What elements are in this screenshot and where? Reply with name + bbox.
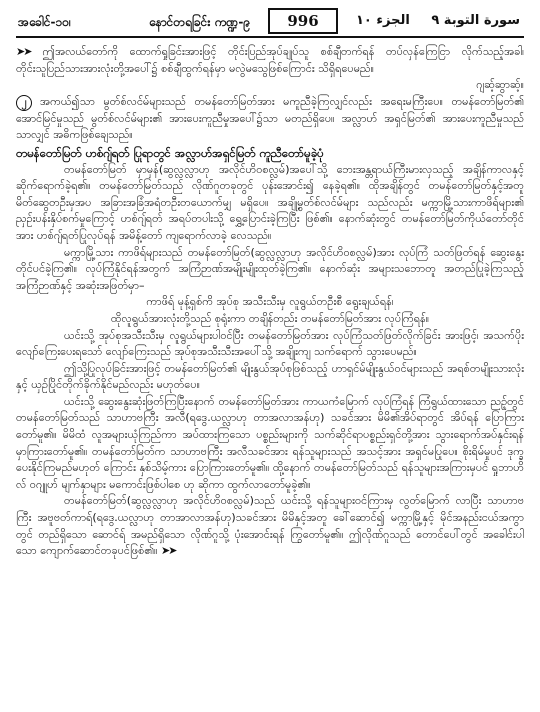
continuation-arrows-icon: ➤➤ (16, 45, 31, 58)
quoted-item-2: ထိုလူရွယ်အားလုံးတို့သည် စုရုံးကာ တချိန်တည်း တမန်တော်မြတ်အား လုပ်ကြံရန်။ (110, 311, 430, 325)
page-body (16, 38, 524, 560)
header-juz-label: الجزء ١٠ (356, 13, 410, 28)
page-number: 996 (268, 8, 338, 34)
paragraph-4: မက္ကာမြို့သား ကာဖိရ်များသည် တမန်တော်မြတ်(ဆွလ္လလ္လာဟု အလိုင်ဟိဝစလ္လမ်)အား လုပ်ကြံ သတ်ဖြတ်ရန် ဆွေးနွေးတိုင်ပင်ခဲ့ကြ၏။ လုပ်ကြံနိုင်ရန်အတွက် အကြံဉာဏ်အမျိုးမျိုးထုတ်ခဲ့ကြ၏။ နောက်ဆုံး အများသဘောတူ အတည်ပြုခဲ့ကြသည့် အကြံဉာဏ်နှင့် အဆုံးအဖြတ်မှာ– (16, 245, 524, 292)
section-heading: တမန်တော်မြတ် ဟစ်ဂျ်ရတ် ပြုရာတွင် အလ္လာဟ်အရှင်မြတ် ကူညီတော်မူခဲ့ပုံ (16, 145, 324, 160)
paragraph-2-text: အကယ်၍သာ မွတ်စ်လင်မ်များသည် တမန်တော်မြတ်အား မကူညီခဲ့ကြလျှင်လည်း အရေးမကြီးပေ။ တမန်တော်မြတ်၏ အောင်မြင်မှုသည် မွတ်စ်လင်မ်များ၏ အားပေးကူညီမှုအပေါ်၌သာ မတည်ရှိပေ။ အလ္လာဟ် အရှင်မြတ်၏ အားပေးကူညီမှုသည်သာလျှင် အဓိကဖြစ်ချေသည်။ (16, 94, 524, 142)
header-section-label: အခေါင်-၁၀၊ (18, 15, 71, 29)
paragraph-1-tail: ဂျဆ့်ဆွာဆ့်။ (476, 78, 524, 92)
paragraph-8 (16, 493, 524, 559)
quoted-item-1: ကာဖိရ် မုန့်ရှစ်ကိ အုပ်စု အသီးသီးမှ လူရွယ်တဦးစီ ရွေးချယ်ရန်၊ (146, 295, 394, 309)
header-surah-label: سورة التوبة ٩ (431, 13, 520, 28)
footnote-number-badge: ၂ (16, 95, 32, 111)
continuation-arrows-end-icon: ➤➤ (160, 544, 176, 558)
paragraph-5: ယင်းသို့ အုပ်စုအသီးသီးမှ လူရွယ်များပါဝင်ပြီး တမန်တော်မြတ်အား လုပ်ကြံသတ်ဖြတ်လိုက်ခြင်း အားဖြင့်၊ အသက်ပိုးလျော်ကြေးပေးရသော် လျော်ကြေးသည် အုပ်စုအသီးသီးအပေါ်သို့ အချိုးကျ သက်ရောက် သွားပေမည်။ (16, 328, 524, 359)
paragraph-1 (16, 44, 524, 77)
page-header (16, 10, 524, 38)
paragraph-6: ဤသို့ပြုလုပ်ခြင်းအားဖြင့် တမန်တော်မြတ်၏ မျိုးနွယ်အုပ်စုဖြစ်သည့် ဟာရှင်မ်မျိုးနွယ်ဝင်များသည် အရစ်တမျိုးသားလုံးနှင့် ယှဉ်ပြိုင်တိုက်ခိုက်နိုင်မည်လည်း မဟုတ်ပေ။ (16, 361, 524, 392)
paragraph-2 (16, 94, 524, 144)
paragraph-1-text: ဤအလယ်တော်ကို ထောက်ရှုခြင်းအားဖြင့် တိုင်းပြည်အုပ်ချုပ်သူ စစ်ချီတက်ရန် တပ်လှန်ကြေငြာ လိုက်သည့်အခါ၊ တိုင်းသူပြည်သားအားလုံးတို့အပေါ်၌ စစ်ချီထွက်ရန်မှာ မလွဲမသွေဖြစ်ကြောင်း သိရှိရပေမည်။ (16, 45, 524, 75)
header-chapter-label: နောင်တရခြင်း ကဏ္ဍ-၉ (149, 15, 251, 29)
paragraph-7: ယင်းသို့ ဆွေးနွေးဆုံးဖြတ်ကြပြီးနောက် တမန်တော်မြတ်အား ကာယကံမြောက် လုပ်ကြံရန် ကြံရွယ်ထားသော ညဥ့်တွင် တမန်တော်မြတ်သည် သာဟာဗကြီး အလီ(ရဒွေ.ယလ္လာဟု တာအလာအန်ဟု) သခင်အား မိမိ၏အိပ်ရာတွင် အိပ်ရန် ပြောကြားတော်မူ၏။ မိမိထံ လူအများယုံကြည်ကာ အပ်ထားကြသော ပစ္စည်းများကို သက်ဆိုင်ရာပစ္စည်းရှင်တို့အား သွားရောက်အပ်နှင်းရန် မှာကြားတော်မူ၏။ တမန်တော်မြတ်က သာဟာဗကြီး အလီသခင်အား ရန်သူများသည် အသင့်အား အရှင်မပြုပေ။ စိုးရိမ်မှုပင် ဒုက္ခပေးနိုင်ကြမည်မဟုတ် ကြောင်း နှစ်သိမ့်ကား ပြောကြားတော်မူ၏။ ထို့နောက် တမန်တော်မြတ်သည် ရန်သူများအကြားမှပင် ရှုဘာဟိလ် ဝဂျူဟ် မျက်နှာများ မကောင်းဖြစ်ပါစေ ဟု ဆိုကာ ထွက်လာတော်မူခဲ့၏။ (16, 394, 524, 491)
paragraph-3: တမန်တော်မြတ် မှာမှန်(ဆွလ္လလ္လာဟု အလိုင်ဟိဝစလ္လမ်)အပေါ်သို့ ဘေးအန္တရာယ်ကြီးမားလှသည့် အချိန်ကာလနှင့် ဆိုက်ရောက်ခဲ့ရ၏။ တမန်တော်မြတ်သည် လိုဏ်ဂူတခုတွင် ပုန်းအောင်း၍ နေခဲ့ရ၏။ ထိုအချိန်တွင် တမန်တော်မြတ်နှင့်အတူ မိတ်ဆွေတဦးမှအပ အခြားအခြံအရံတဦးတယောက်မျှ မရှိပေ။ အချို့မွတ်စ်လင်မ်များ သည်လည်း မက္ကာမြို့သားကာဖိရ်များ၏ ညှဉ်းပန်းနှိပ်စက်မှုကြောင့် ဟစ်ဂျ်ရတ် အရပ်တပါးသို့ ရွှေ့ပြောင်းခဲ့ကြပြီး ဖြစ်၏။ နောက်ဆုံးတွင် တမန်တော်မြတ်ကိုယ်တော်တိုင်အား ဟစ်ဂျ်ရတ်ပြုလုပ်ရန် အမိန့်တော် ကျရောက်လာခဲ့ လေသည်။ (16, 162, 524, 242)
paragraph-8-text: တမန်တော်မြတ်(ဆွလ္လလ္လာဟု အလိုင်ဟိဝစလ္လမ်)သည် ယင်းသို့ ရန်သူများဝင်ကြားမှ လွတ်မြောက် လာပြီး သာဟာဗကြီး အဗူဗတ်ကာရ်(ရဒွေ.ယလ္လာဟု တာအာလာအန်ဟု)သခင်အား မိမိနှင့်အတူ ခေါ်ဆောင်၍ မက္ကာမြို့နှင့် မိုင်အနည်းငယ်အကွာတွင် တည်ရှိသော ဆောင်ရ် အမည်ရှိသော လိုဏ်ဂူသို့ ပုံးအောင်းရန် ကြွတော်မူ၏။ ဤလိုဏ်ဂူသည် တောင်ပေါ်တွင် အခေါင်းပါသော ကျောက်ဆောင်တခုပင်ဖြစ်၏။ (16, 494, 524, 558)
